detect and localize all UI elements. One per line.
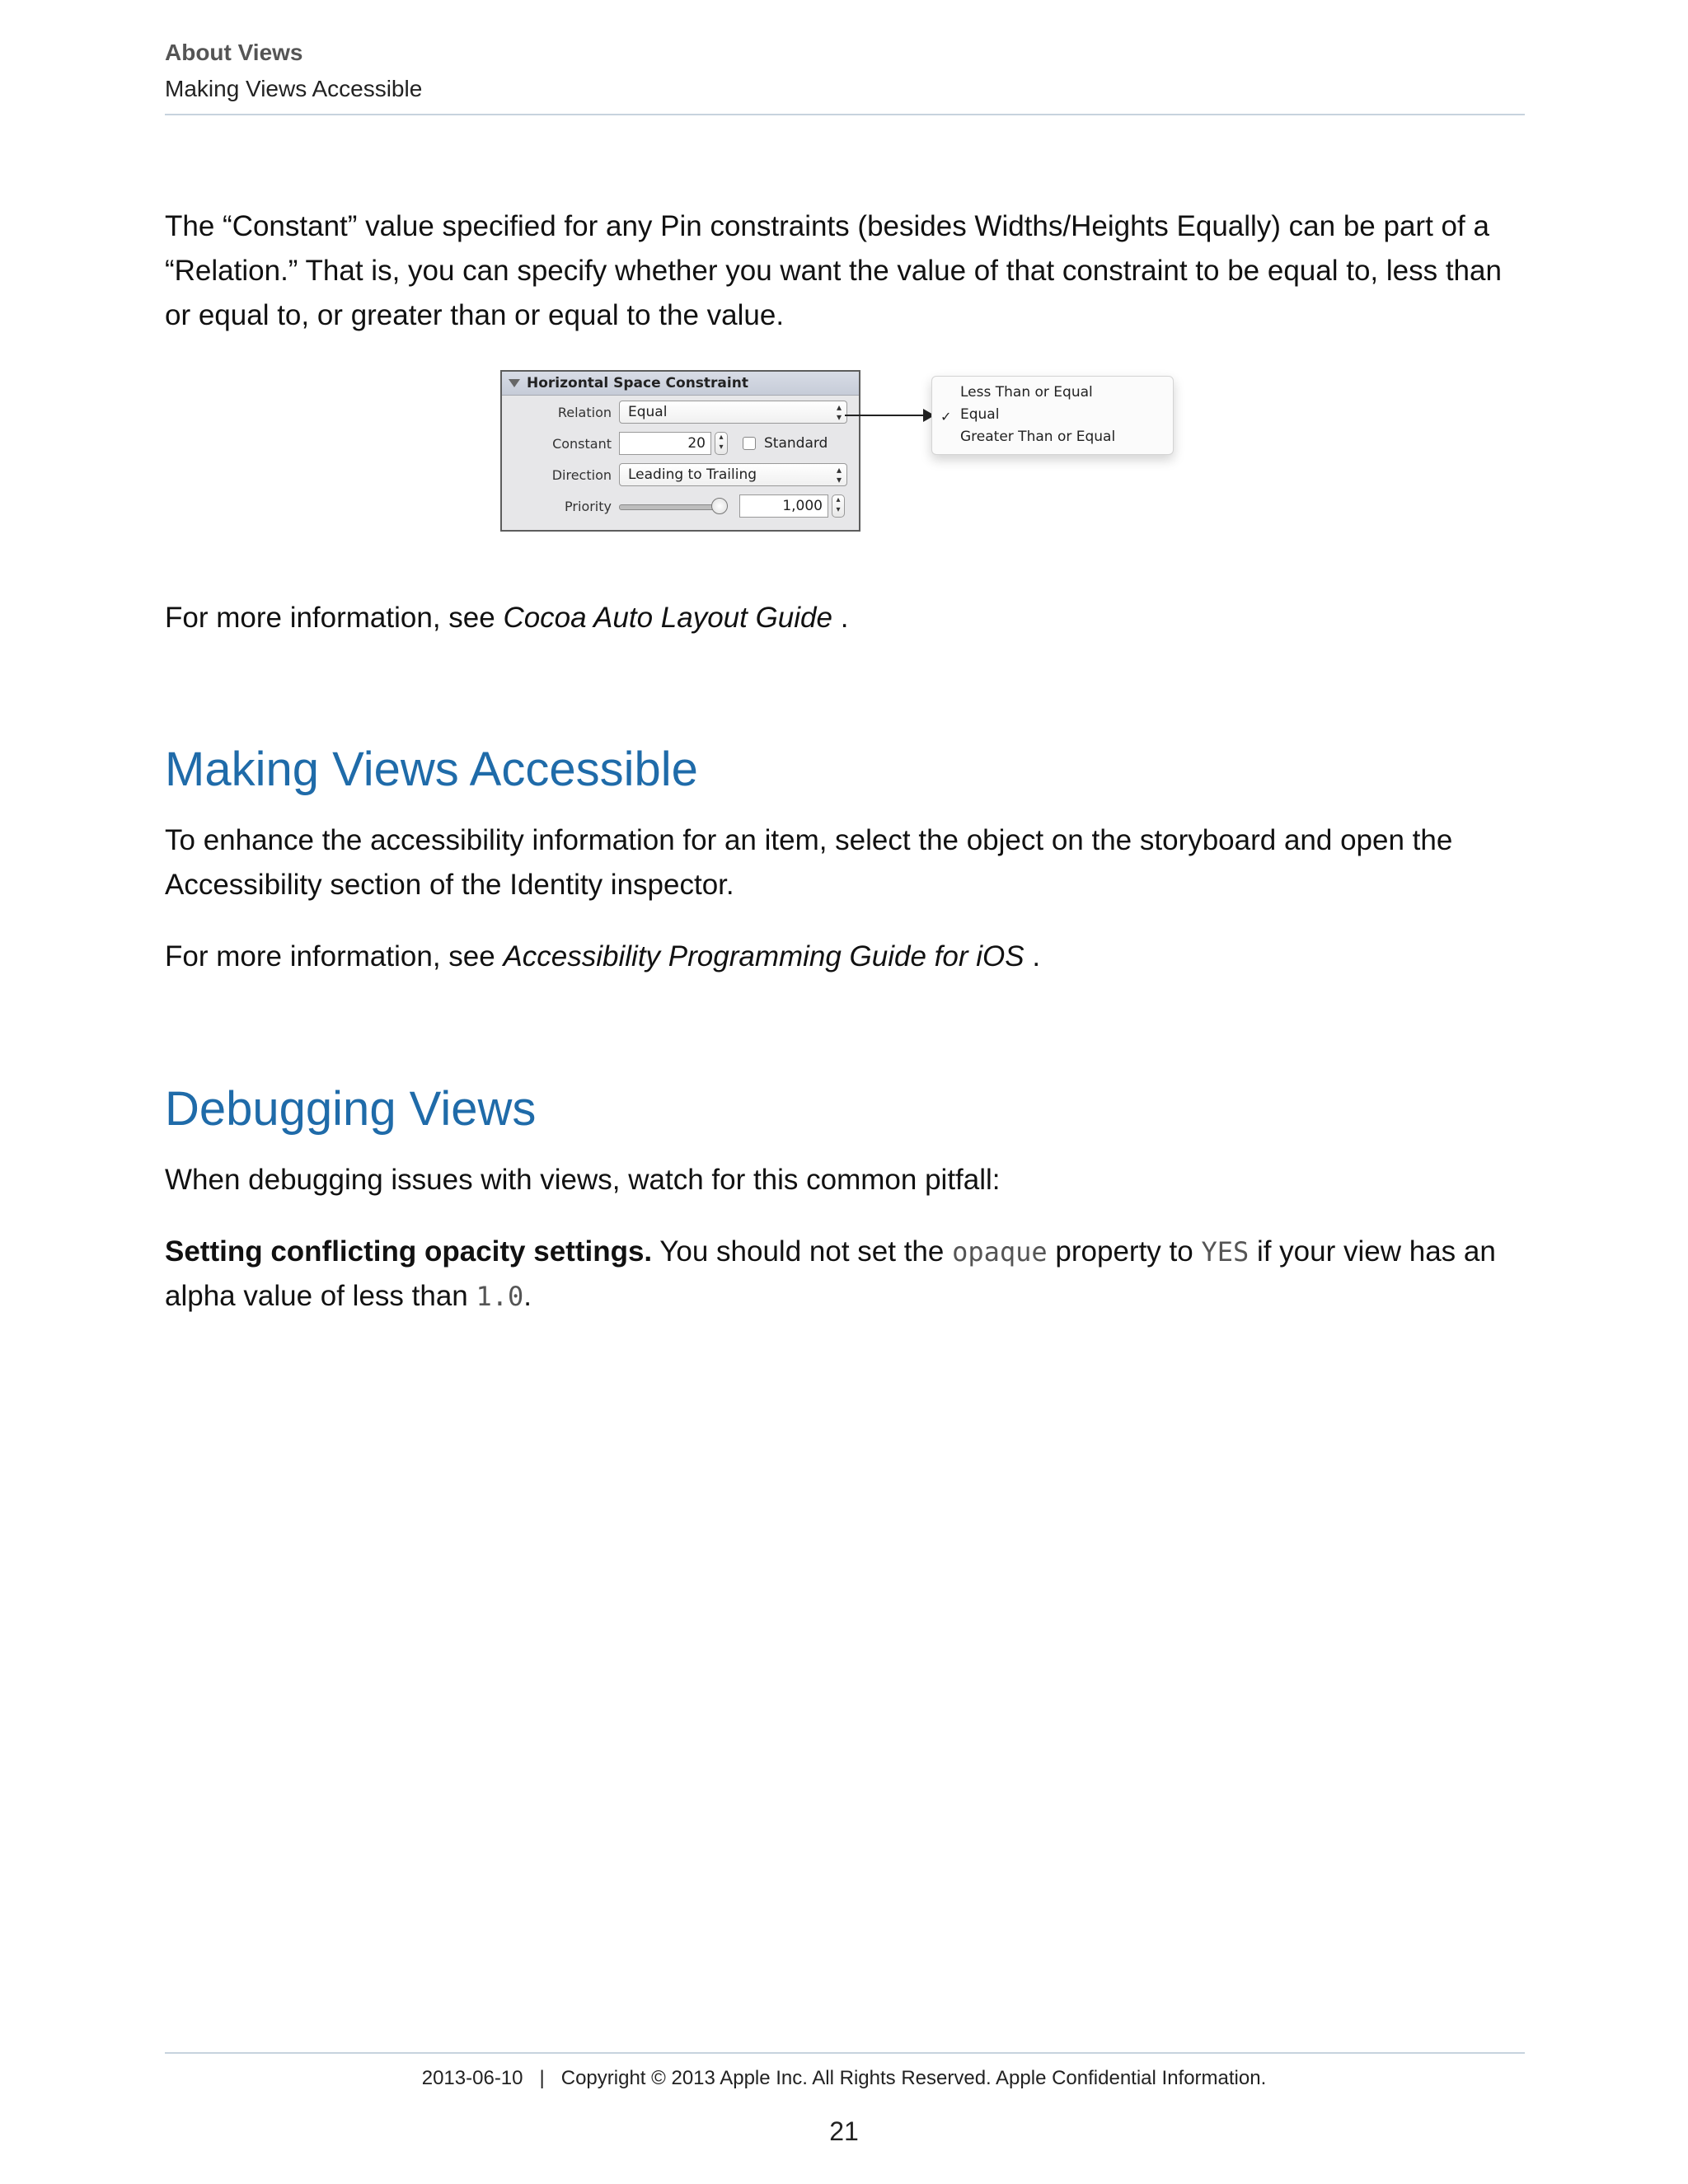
relation-value: Equal bbox=[628, 404, 668, 420]
inspector-title-bar[interactable] bbox=[502, 372, 859, 396]
direction-value: Leading to Trailing bbox=[628, 466, 757, 483]
cocoa-auto-layout-guide-link[interactable]: Cocoa Auto Layout Guide bbox=[503, 602, 832, 634]
inspector-title: Horizontal Space Constraint bbox=[527, 375, 748, 391]
constraint-inspector-panel bbox=[500, 370, 860, 532]
code-yes: YES bbox=[1201, 1236, 1250, 1268]
priority-slider-knob[interactable] bbox=[711, 498, 728, 514]
priority-field[interactable]: 1,000 bbox=[739, 494, 828, 518]
standard-checkbox[interactable] bbox=[743, 437, 756, 450]
priority-stepper[interactable]: ▴ ▾ bbox=[832, 494, 845, 518]
more-info-suffix: . bbox=[1024, 940, 1041, 972]
more-info-paragraph-2 bbox=[165, 935, 1533, 979]
pitfall-text: property to bbox=[1047, 1235, 1202, 1268]
constant-label: Constant bbox=[552, 436, 612, 452]
more-info-suffix: . bbox=[832, 602, 849, 634]
priority-row bbox=[502, 494, 859, 518]
relation-popup[interactable] bbox=[619, 401, 847, 424]
pitfall-text: . bbox=[523, 1280, 532, 1312]
relation-dropdown-menu bbox=[931, 376, 1174, 455]
footer-divider bbox=[165, 2052, 1525, 2054]
section-heading-accessible: Making Views Accessible bbox=[165, 743, 698, 796]
direction-row bbox=[502, 462, 859, 487]
accessibility-guide-link[interactable]: Accessibility Programming Guide for iOS bbox=[503, 940, 1025, 972]
accessible-paragraph: To enhance the accessibility information for an item, select the object on the storyboard and open the Accessibility section of the Identity inspector. bbox=[165, 824, 1453, 901]
priority-slider-track[interactable] bbox=[619, 504, 720, 510]
more-info-prefix: For more information, see bbox=[165, 940, 504, 972]
priority-label: Priority bbox=[565, 499, 612, 514]
section-heading-debugging: Debugging Views bbox=[165, 1082, 537, 1136]
pitfall-title: Setting conflicting opacity settings. bbox=[165, 1235, 653, 1268]
footer-copyright: 2013-06-10 | Copyright © 2013 Apple Inc. All Rights Reserved. Apple Confidential Information. bbox=[421, 2067, 1267, 2089]
standard-label: Standard bbox=[764, 435, 828, 452]
pitfall-text: if your view has an alpha value of less than bbox=[165, 1235, 1496, 1312]
page-number: 21 bbox=[829, 2116, 859, 2146]
direction-label: Direction bbox=[551, 467, 612, 483]
popup-updown-icon: ▴ ▾ bbox=[836, 464, 842, 485]
code-alpha-value: 1.0 bbox=[476, 1281, 524, 1312]
pitfall-text: You should not set the bbox=[652, 1235, 953, 1268]
running-header-chapter: About Views bbox=[165, 40, 303, 65]
header-divider bbox=[165, 114, 1525, 115]
intro-paragraph: The “Constant” value specified for any Pin constraints (besides Widths/Heights Equally) can be part of a “Relation.” That is, you can specify whether you want the value of that constraint to be equal to, less than or equal to, or greater than or equal to the value. bbox=[165, 210, 1502, 331]
menu-item-greater-than-or-equal[interactable]: Greater Than or Equal bbox=[960, 429, 1116, 445]
relation-row bbox=[502, 400, 859, 424]
constant-row bbox=[502, 431, 859, 456]
debugging-intro: When debugging issues with views, watch for this common pitfall: bbox=[165, 1164, 1001, 1196]
menu-item-less-than-or-equal[interactable]: Less Than or Equal bbox=[960, 384, 1093, 401]
pitfall-paragraph bbox=[165, 1230, 1533, 1319]
more-info-prefix: For more information, see bbox=[165, 602, 504, 634]
constant-stepper[interactable]: ▴ ▾ bbox=[715, 432, 728, 455]
more-info-paragraph-1 bbox=[165, 596, 1533, 640]
code-opaque: opaque bbox=[952, 1236, 1048, 1268]
constant-field[interactable]: 20 bbox=[619, 432, 711, 455]
direction-popup[interactable] bbox=[619, 463, 847, 486]
checkmark-icon: ✓ bbox=[940, 409, 952, 424]
running-header-section: Making Views Accessible bbox=[165, 76, 423, 101]
relation-label: Relation bbox=[557, 405, 612, 420]
disclosure-triangle-icon[interactable] bbox=[509, 379, 520, 387]
popup-updown-icon: ▴ ▾ bbox=[836, 401, 842, 423]
menu-item-equal[interactable]: Equal bbox=[960, 406, 1000, 423]
callout-arrow-line bbox=[845, 415, 927, 416]
